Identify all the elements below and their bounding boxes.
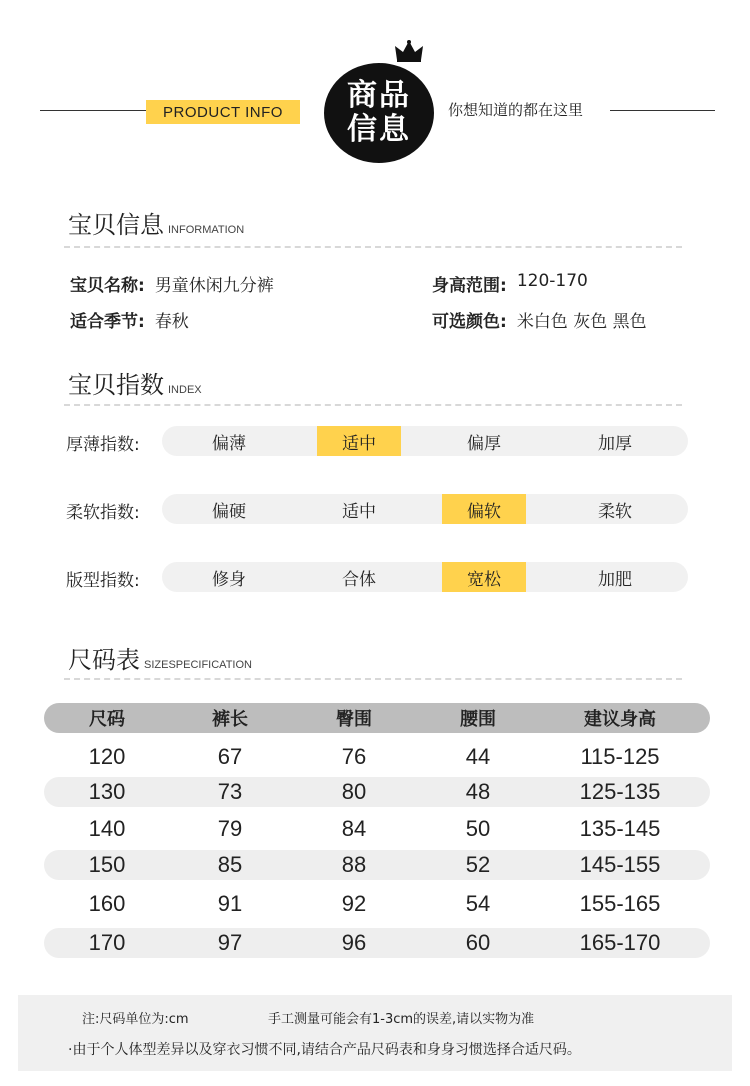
table-cell: 150 [88,852,126,877]
header-rule-right [610,110,715,111]
table-cell: 48 [465,779,491,804]
table-header-cell: 尺码 [89,709,125,730]
info-value: 春秋 [154,312,189,332]
table-cell: 50 [465,816,491,841]
info-value: 米白色 灰色 黑色 [516,312,647,332]
info-key: 可选颜色: [432,312,507,332]
index-option: 偏硬 [212,501,246,522]
index-option-selected: 宽松 [442,562,526,592]
index-label: 柔软指数: [66,503,140,523]
table-cell: 97 [217,930,243,955]
index-label: 版型指数: [66,571,140,591]
size-note [18,995,732,1071]
info-value: 120-170 [516,271,588,291]
table-cell: 54 [465,891,491,916]
section-title-cn: 宝贝指数 [68,371,164,399]
table-cell: 140 [88,816,126,841]
table-cell: 96 [341,930,367,955]
info-key: 适合季节: [70,312,145,332]
section-title-index [68,365,202,400]
index-label: 厚薄指数: [66,435,140,455]
info-value: 男童休闲九分裤 [154,276,274,296]
index-option: 偏薄 [212,433,246,454]
table-header-cell: 建议身高 [584,709,656,730]
note-error: 手工测量可能会有1-3cm的误差,请以实物为准 [268,1012,535,1027]
table-cell: 130 [88,779,126,804]
section-title-en: INDEX [168,384,202,396]
table-cell: 120 [88,744,126,769]
table-row [44,850,710,880]
table-cell: 92 [341,891,367,916]
table-cell: 73 [217,779,243,804]
section-title-cn: 宝贝信息 [68,211,164,239]
table-row [44,814,710,844]
product-info-circle [324,63,434,163]
section-title-en: INFORMATION [168,224,245,236]
index-option: 适中 [342,501,376,522]
table-cell: 160 [88,891,126,916]
info-product-name [70,271,274,296]
index-option-selected: 适中 [317,426,401,456]
index-option: 加肥 [598,569,632,590]
table-cell: 52 [465,852,491,877]
index-scale [162,426,688,456]
index-option-selected: 偏软 [442,494,526,524]
index-option: 偏厚 [467,433,501,454]
index-scale [162,494,688,524]
header-subtitle: 你想知道的都在这里 [448,101,584,119]
table-cell: 88 [341,852,367,877]
dashed-divider [64,678,682,680]
table-header-cell: 臀围 [336,709,372,730]
index-option: 修身 [212,569,246,590]
header-rule-left [40,110,158,111]
section-title-cn: 尺码表 [68,646,140,674]
note-advice: ·由于个人体型差异以及穿衣习惯不同,请结合产品尺码表和身身习惯选择合适尺码。 [68,1042,581,1058]
dashed-divider [64,404,682,406]
table-cell: 67 [217,744,243,769]
dashed-divider [64,246,682,248]
info-season [70,307,189,332]
table-row [44,742,710,772]
section-title-information [68,205,244,240]
badge-text-line2: 信息 [347,112,411,147]
table-cell: 145-155 [579,852,661,877]
table-cell: 115-125 [580,744,660,769]
table-cell: 60 [465,930,491,955]
table-cell: 170 [88,930,126,955]
index-option: 加厚 [598,433,632,454]
index-scale [162,562,688,592]
table-cell: 79 [217,816,243,841]
section-title-size [68,640,252,675]
table-cell: 125-135 [579,779,661,804]
table-row [44,928,710,958]
info-key: 宝贝名称: [70,276,145,296]
index-option: 合体 [342,569,376,590]
table-header [44,703,710,733]
crown-icon [394,40,424,64]
table-row [44,777,710,807]
table-cell: 135-145 [579,816,661,841]
table-cell: 84 [341,816,367,841]
table-cell: 91 [217,891,243,916]
table-header-cell: 腰围 [460,709,496,730]
info-colors [432,307,647,332]
table-header-cell: 裤长 [212,709,248,730]
note-unit: 注:尺码单位为:cm [82,1012,189,1027]
table-cell: 80 [341,779,367,804]
badge-text-line1: 商品 [347,78,411,113]
table-row [44,889,710,919]
table-cell: 85 [217,852,243,877]
table-cell: 44 [465,744,491,769]
info-key: 身高范围: [432,276,507,296]
index-option: 柔软 [598,501,632,522]
table-cell: 165-170 [579,930,661,955]
product-info-badge: PRODUCT INFO [146,100,300,124]
table-cell: 155-165 [579,891,661,916]
table-cell: 76 [341,744,367,769]
info-height-range [432,271,588,296]
section-title-en: SIZESPECIFICATION [144,659,252,671]
